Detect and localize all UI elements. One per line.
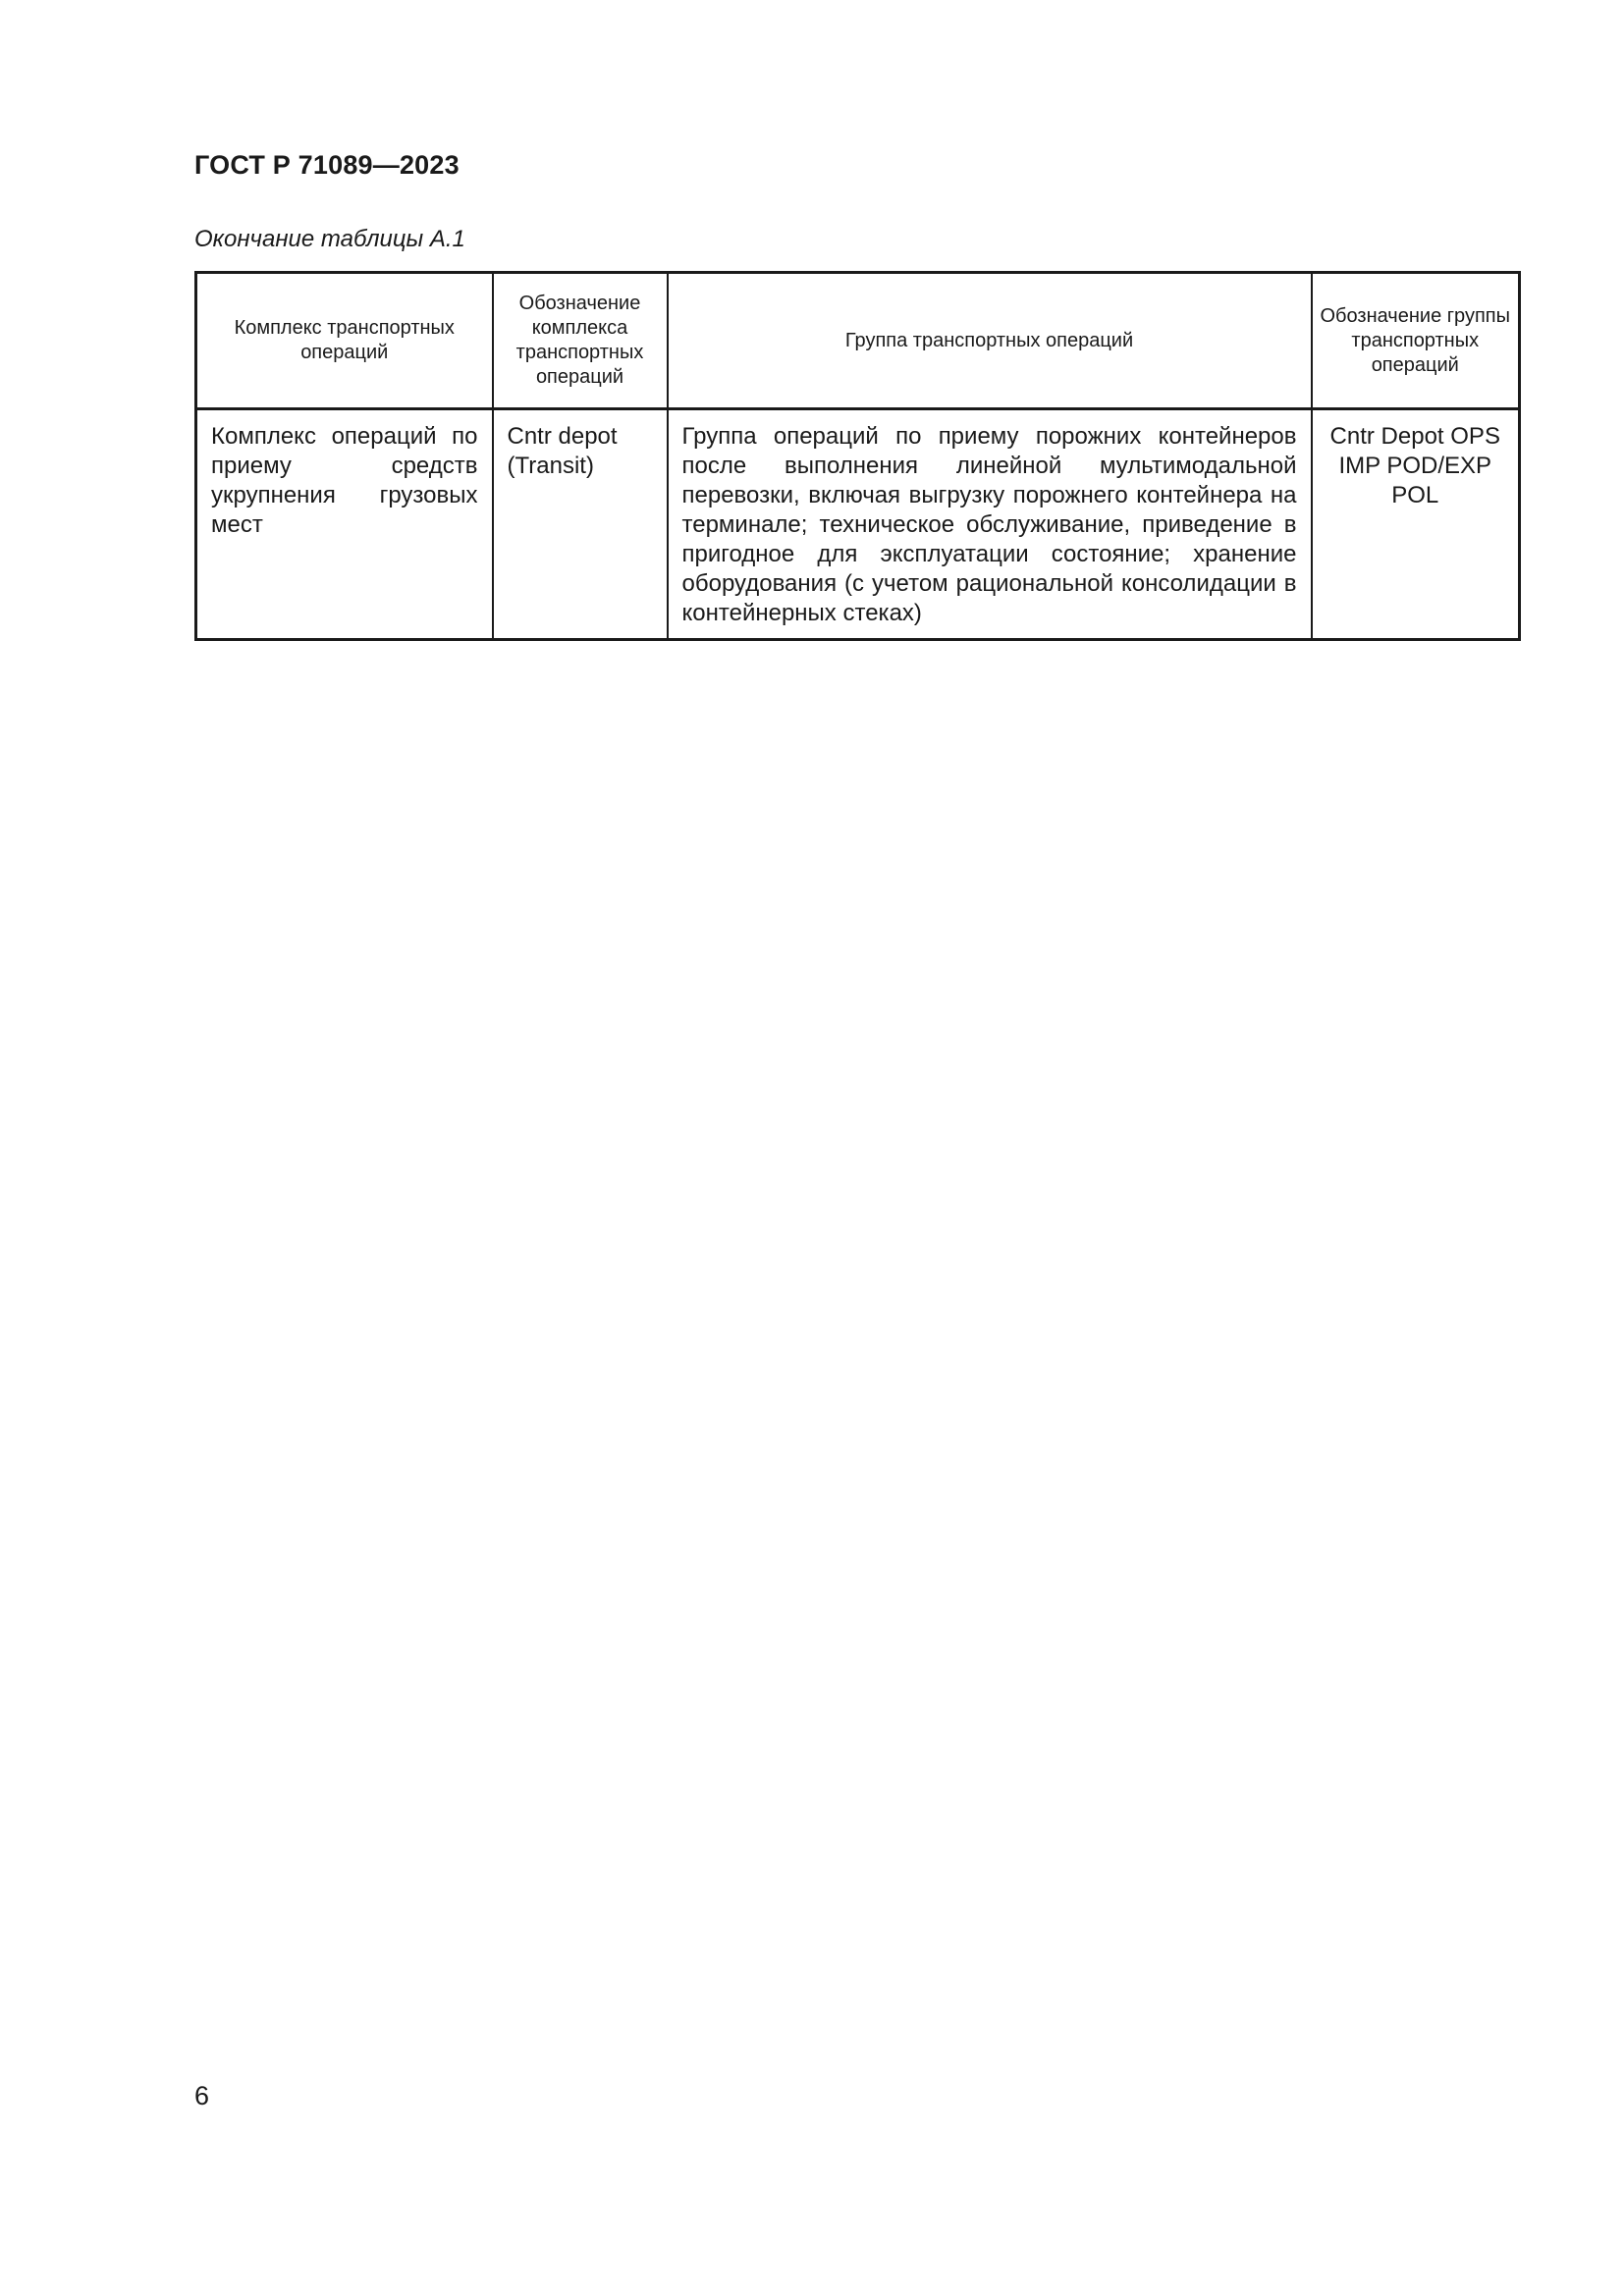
page-number: 6 — [194, 2081, 210, 2110]
table-caption: Окончание таблицы А.1 — [194, 226, 465, 252]
cell-complex-code: Cntr depot (Transit) — [493, 409, 668, 640]
column-header-group-code: Обозначение группы транспортных операций — [1312, 273, 1520, 409]
table-body — [196, 409, 1520, 640]
cell-group: Группа операций по приему порожних контейнеров после выполнения линейной мультимодальной перевозки, включая выгрузку порожнего контейнера на терминале; техническое обслуживание, приведение в пригодное для эксплуатации состояние; хранение оборудования (с учетом рациональной консолидации в контейнерных стеках) — [668, 409, 1312, 640]
column-header-group: Группа транспортных операций — [668, 273, 1312, 409]
cell-complex: Комплекс операций по приему средств укрупнения грузовых мест — [196, 409, 493, 640]
cell-group-code: Cntr Depot OPS IMP POD/EXP POL — [1312, 409, 1520, 640]
column-header-complex: Комплекс транспортных операций — [196, 273, 493, 409]
table-row — [196, 409, 1520, 640]
column-header-complex-code: Обозначение комплекса транспортных операций — [493, 273, 668, 409]
document-header: ГОСТ Р 71089—2023 — [194, 150, 460, 180]
table-header — [196, 273, 1520, 409]
operations-table — [194, 271, 1521, 641]
table-header-row — [196, 273, 1520, 409]
